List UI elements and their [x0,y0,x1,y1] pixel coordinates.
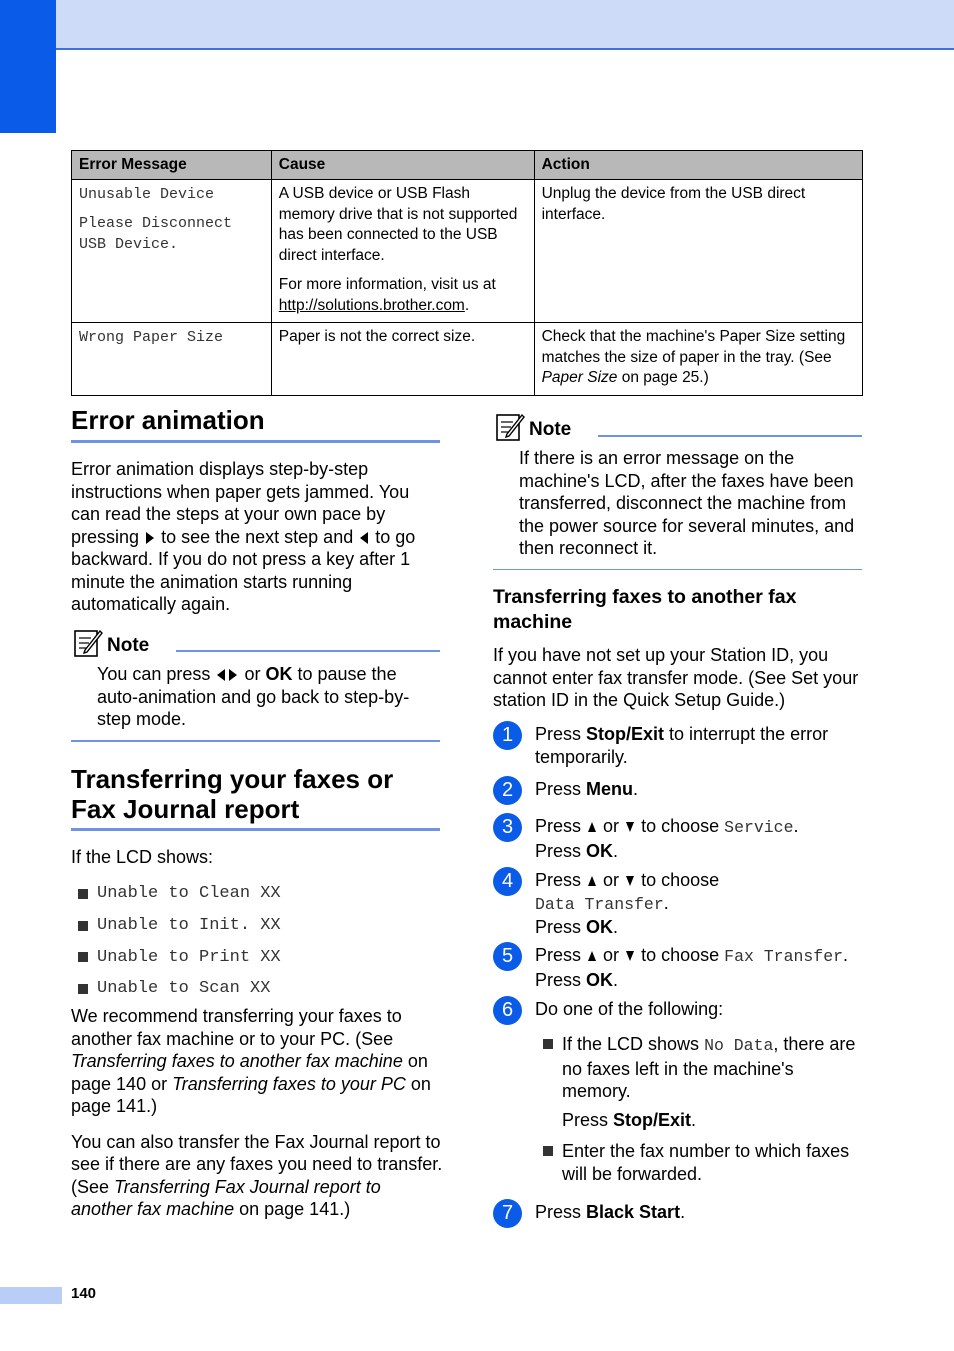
sub-option-text: Enter the fax number to which faxes will be forwarded. [562,1141,850,1184]
period: . [613,917,619,937]
step-text-part: Press [535,870,582,890]
action-reference: Paper Size [541,369,618,386]
cause-more-info [279,275,527,316]
transfer-body [71,1005,443,1234]
bullet-icon [78,984,88,994]
key-label: Menu [586,779,634,799]
step-text-part: Press [535,1202,587,1222]
error-message-cell [72,180,272,323]
period: . [663,892,669,913]
note-text: You can press [97,664,211,684]
step-number: 7 [493,1199,522,1228]
period: . [464,296,470,314]
body-text: If the LCD shows [562,1034,705,1054]
step-text [535,778,865,801]
transferring-heading: Transferring your faxes or Fax Journal report [71,764,394,824]
period: . [613,969,619,990]
key-label: Black Start [586,1202,681,1222]
key-label: Stop/Exit [586,724,665,744]
lcd-option: Service [724,818,794,837]
body-text: on page 140 or [71,1051,428,1094]
ok-key-label: OK [586,840,614,861]
step-number: 4 [493,867,522,896]
up-arrow-icon [588,876,596,886]
note-pencil-icon [495,412,525,442]
step-text [535,869,865,939]
right-arrow-icon [229,669,237,681]
lcd-option: No Data [704,1036,774,1055]
lcd-message: Unable to Print XX [97,947,281,967]
recommend-paragraph [71,1005,443,1118]
step-number: 3 [493,813,522,842]
step-text-part: to choose [641,816,720,836]
action-text-end: on page 25.) [617,369,709,386]
step-text-part: Press [535,840,587,861]
solutions-link[interactable]: http://solutions.brother.com [278,296,465,314]
error-message-cell [72,323,272,396]
lcd-option: Fax Transfer [724,947,843,966]
table-row [72,323,863,396]
table-row [72,180,863,323]
page-number-bar [0,1287,62,1304]
step-text: Do one of the following: [535,999,724,1019]
list-item [78,910,281,942]
reference-link: Transferring faxes to your PC [172,1073,406,1094]
header-band [0,0,954,50]
lcd-message-list [78,878,281,1005]
left-arrow-icon [360,532,368,544]
bullet-icon [543,1039,553,1049]
note-title: Note [107,635,150,656]
chapter-tab [0,0,56,133]
fax-transfer-intro: If you have not set up your Station ID, you cannot enter fax transfer mode. (See Set your station ID in the Quick Setup Guide.) [493,645,859,710]
col-header-cause: Cause [271,151,534,180]
step-text-part: to interrupt the error temporarily. [535,724,829,767]
note-body: If there is an error message on the machine's LCD, after the faxes have been transferred, disconnect the machine from the power source for several minutes, and then reconnect it. [519,448,855,558]
ok-key-label: OK [265,664,293,684]
up-arrow-icon [588,822,596,832]
error-message-line: Wrong Paper Size [79,329,224,346]
heading-rule [71,440,440,443]
body-text: We recommend transferring your faxes to another fax machine or to your PC. (See [71,1006,402,1049]
sub-option-text [562,1033,862,1103]
body-text: You can also transfer the Fax Journal report to see if there are any faxes you need to transfer. (See [71,1131,443,1197]
lcd-message: Unable to Clean XX [97,884,281,904]
step-text-part: . [680,1202,686,1222]
note-rule [598,435,862,437]
step-text [535,723,865,768]
body-text: on page 141.) [71,1073,431,1116]
note-end-rule [493,569,862,570]
step-text-part: Press [535,724,587,744]
action-cell: Unplug the device from the USB direct interface. [534,180,862,323]
cause-more-info-text: For more information, visit us at [278,276,496,293]
left-arrow-icon [217,669,225,681]
body-text: , there are no faxes left in the machine's memory. [562,1034,856,1101]
period: . [691,1110,697,1130]
step-text-part: . [633,779,639,799]
error-message-line: Unusable Device [79,186,215,203]
action-cell [534,323,862,396]
period: . [793,816,799,836]
step-number: 1 [493,721,522,750]
lcd-message: Unable to Scan XX [97,979,271,999]
step-text-part: Press [535,969,587,990]
reference-link: Transferring faxes to another fax machine [71,1051,403,1071]
step-text [535,815,865,862]
key-label: Stop/Exit [613,1110,692,1130]
bullet-icon [543,1146,553,1156]
page-number: 140 [71,1285,97,1302]
fax-transfer-heading: Transferring faxes to another fax machine [493,586,797,633]
step-number: 5 [493,942,522,971]
lcd-message: Unable to Init. XX [97,916,281,936]
sub-option-no-data [543,1033,863,1143]
note-text: to pause the auto-animation and go back to step-by-step mode. [97,664,410,729]
sub-option-enter-number [543,1140,863,1190]
step-text [535,944,870,991]
error-animation-heading: Error animation [71,405,265,435]
cause-cell: Paper is not the correct size. [271,323,534,396]
step-5 [493,942,863,992]
error-table [71,150,863,396]
step-number: 6 [493,996,522,1025]
list-item [78,878,281,910]
body-text: on page 141.) [234,1199,351,1219]
reference-link: Transferring Fax Journal report to another fax machine [71,1176,381,1219]
note-rule [176,650,440,652]
note-end-rule [71,740,440,742]
step-4 [493,867,863,939]
cause-text: A USB device or USB Flash memory drive that is not supported has been connected to the USB direct interface. [278,185,518,264]
if-lcd-shows: If the LCD shows: [71,847,214,867]
col-header-action: Action [534,151,862,180]
step-text-part: Press [535,917,587,937]
list-item [78,973,281,1005]
period: . [613,840,619,861]
lcd-option: Data Transfer [535,894,664,914]
step-7 [493,1199,863,1229]
down-arrow-icon [626,876,634,886]
table-header-row [72,151,863,180]
body-text: to see the next step and [161,526,354,547]
step-text-part: or [603,816,620,836]
down-arrow-icon [626,951,634,961]
bullet-icon [78,952,88,962]
step-text-part: Press [535,779,587,799]
body-text: Press [562,1110,614,1130]
list-item [78,941,281,973]
error-animation-body [71,458,443,616]
sub-option-action [562,1109,862,1132]
step-3 [493,813,863,863]
bullet-icon [78,889,88,899]
bullet-icon [78,921,88,931]
cause-cell [271,180,534,323]
step-text-part: Press [535,816,582,836]
ok-key-label: OK [586,969,614,990]
body-text: Error animation displays step-by-step instructions when paper gets jammed. You can read the steps at your own pace by pressing [71,459,410,547]
step-text [535,1201,865,1224]
note-pencil-icon [73,628,103,658]
note-text: or [244,664,261,684]
step-text-part: or [603,870,620,890]
note-body [97,663,437,731]
step-2 [493,776,863,806]
step-text-part: to choose [641,945,720,965]
note-title: Note [529,419,572,440]
step-number: 2 [493,776,522,805]
down-arrow-icon [626,822,634,832]
ok-key-label: OK [586,917,614,937]
step-1 [493,721,863,771]
right-arrow-icon [146,532,154,544]
col-header-error-message: Error Message [72,151,272,180]
step-text-part: Press [535,945,582,965]
up-arrow-icon [588,951,596,961]
period: . [843,945,849,965]
journal-paragraph [71,1131,443,1221]
step-text-part: to choose [641,870,720,890]
step-6 [493,996,863,1026]
action-text: Check that the machine's Paper Size setting matches the size of paper in the tray. (See [541,328,846,366]
body-text: to go backward. If you do not press a key after 1 minute the animation starts running automatically again. [71,526,416,614]
heading-rule [71,828,440,831]
step-text-part: or [603,945,620,965]
error-message-line: Please Disconnect USB Device. [79,215,233,253]
